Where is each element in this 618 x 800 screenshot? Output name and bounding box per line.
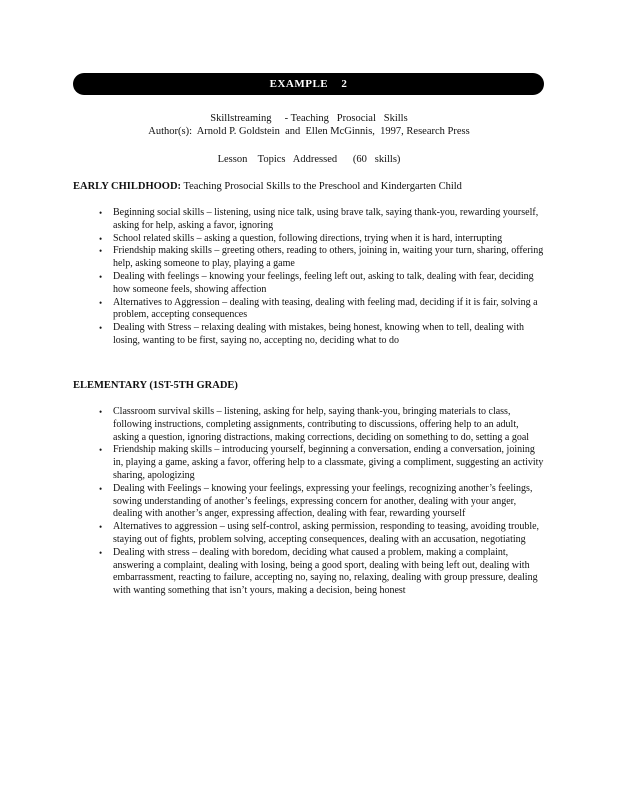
bullet-icon: • (99, 547, 103, 558)
bullet-icon: • (99, 445, 103, 456)
list-item-text: Classroom survival skills – listening, asking for help, saying thank-you, bringing materials to class, following instructions, completing assignments, contributing to discussions, offering help to an adult, asking a question, ignoring distractions, making corrections, deciding on something to do, setting a goal (113, 406, 530, 443)
book-title: Skillstreaming - Teaching Prosocial Skills (210, 113, 408, 124)
list-item-text: Alternatives to aggression – using self-control, asking permission, responding to teasing, avoiding trouble, staying out of fights, problem solving, accepting consequences, dealing with an accusation, negotiating (113, 521, 540, 545)
list-item-text: Dealing with stress – dealing with boredom, deciding what caused a problem, making a complaint, answering a complaint, dealing with losing, being a good sport, dealing with being left out, dealing with embarrassment, reacting to failure, accepting no, saying no, relaxing, dealing with group pressure, dealing with wanting something that isn’t yours, making a decision, being honest (113, 546, 538, 597)
bullet-icon: • (99, 233, 103, 244)
bullet-icon: • (99, 246, 103, 257)
list-item-text: School related skills – asking a question, following directions, trying when it is hard, interrupting (113, 232, 503, 244)
early-childhood-skill-list (99, 207, 547, 348)
bullet-icon: • (99, 407, 103, 417)
list-item-text: Dealing with Feelings – knowing your feelings, expressing your feelings, recognizing another’s feelings, sowing understanding of another’s feelings, expressing concern for another, dealing with your anger, dealing with another’s anger, expressing affection, dealing with fear, rewarding yourself (113, 482, 533, 520)
list-item (99, 521, 547, 547)
bullet-icon: • (99, 522, 103, 533)
example-banner: EXAMPLE 2 (73, 73, 544, 95)
section-heading-label: ELEMENTARY (1ST-5TH GRADE) (73, 380, 238, 391)
list-item (99, 232, 547, 246)
list-item-text: Friendship making skills – introducing yourself, beginning a conversation, ending a conversation, joining in, playing a game, asking a favor, offering help to a classmate, giving a compliment, suggesting an activity sharing, apologizing (113, 444, 544, 481)
list-item (99, 444, 547, 482)
author-line: Author(s): Arnold P. Goldstein and Ellen McGinnis, 1997, Research Press (148, 126, 470, 137)
list-item-text: Alternatives to Aggression – dealing with teasing, dealing with feeling mad, deciding if it is fair, solving a problem, accepting consequences (113, 296, 538, 321)
bullet-icon: • (99, 297, 103, 308)
list-item (99, 482, 547, 521)
elementary-skill-list (99, 406, 547, 598)
list-item (99, 245, 547, 271)
list-item (99, 296, 547, 323)
topics-line: Lesson Topics Addressed (60 skills) (217, 154, 401, 165)
list-item (99, 546, 547, 598)
section-heading-elementary (73, 379, 238, 392)
bullet-icon: • (99, 483, 103, 494)
list-item (99, 322, 547, 348)
list-item-text: Friendship making skills – greeting others, reading to others, joining in, waiting your turn, sharing, offering help, asking someone to play, playing a game (113, 245, 544, 270)
section-heading-label: EARLY CHILDHOOD: (73, 181, 182, 192)
list-item (99, 406, 547, 444)
list-item-text: Dealing with feelings – knowing your feelings, feeling left out, asking to talk, dealing with fear, deciding how someone feels, showing affection (113, 270, 534, 295)
list-item-text: Dealing with Stress – relaxing dealing with mistakes, being honest, knowing when to tell, dealing with losing, wanting to be first, saying no, accepting no, deciding what to do (113, 322, 525, 346)
list-item (99, 207, 547, 233)
list-item-text: Beginning social skills – listening, using nice talk, using brave talk, saying thank-you, rewarding yourself, asking for help, asking a favor, ignoring (113, 207, 539, 231)
section-heading-early-childhood (73, 180, 462, 193)
bullet-icon: • (99, 208, 103, 218)
list-item (99, 270, 547, 297)
section-heading-subtitle: Teaching Prosocial Skills to the Preschool and Kindergarten Child (181, 181, 462, 192)
bullet-icon: • (99, 323, 103, 334)
bullet-icon: • (99, 271, 103, 282)
